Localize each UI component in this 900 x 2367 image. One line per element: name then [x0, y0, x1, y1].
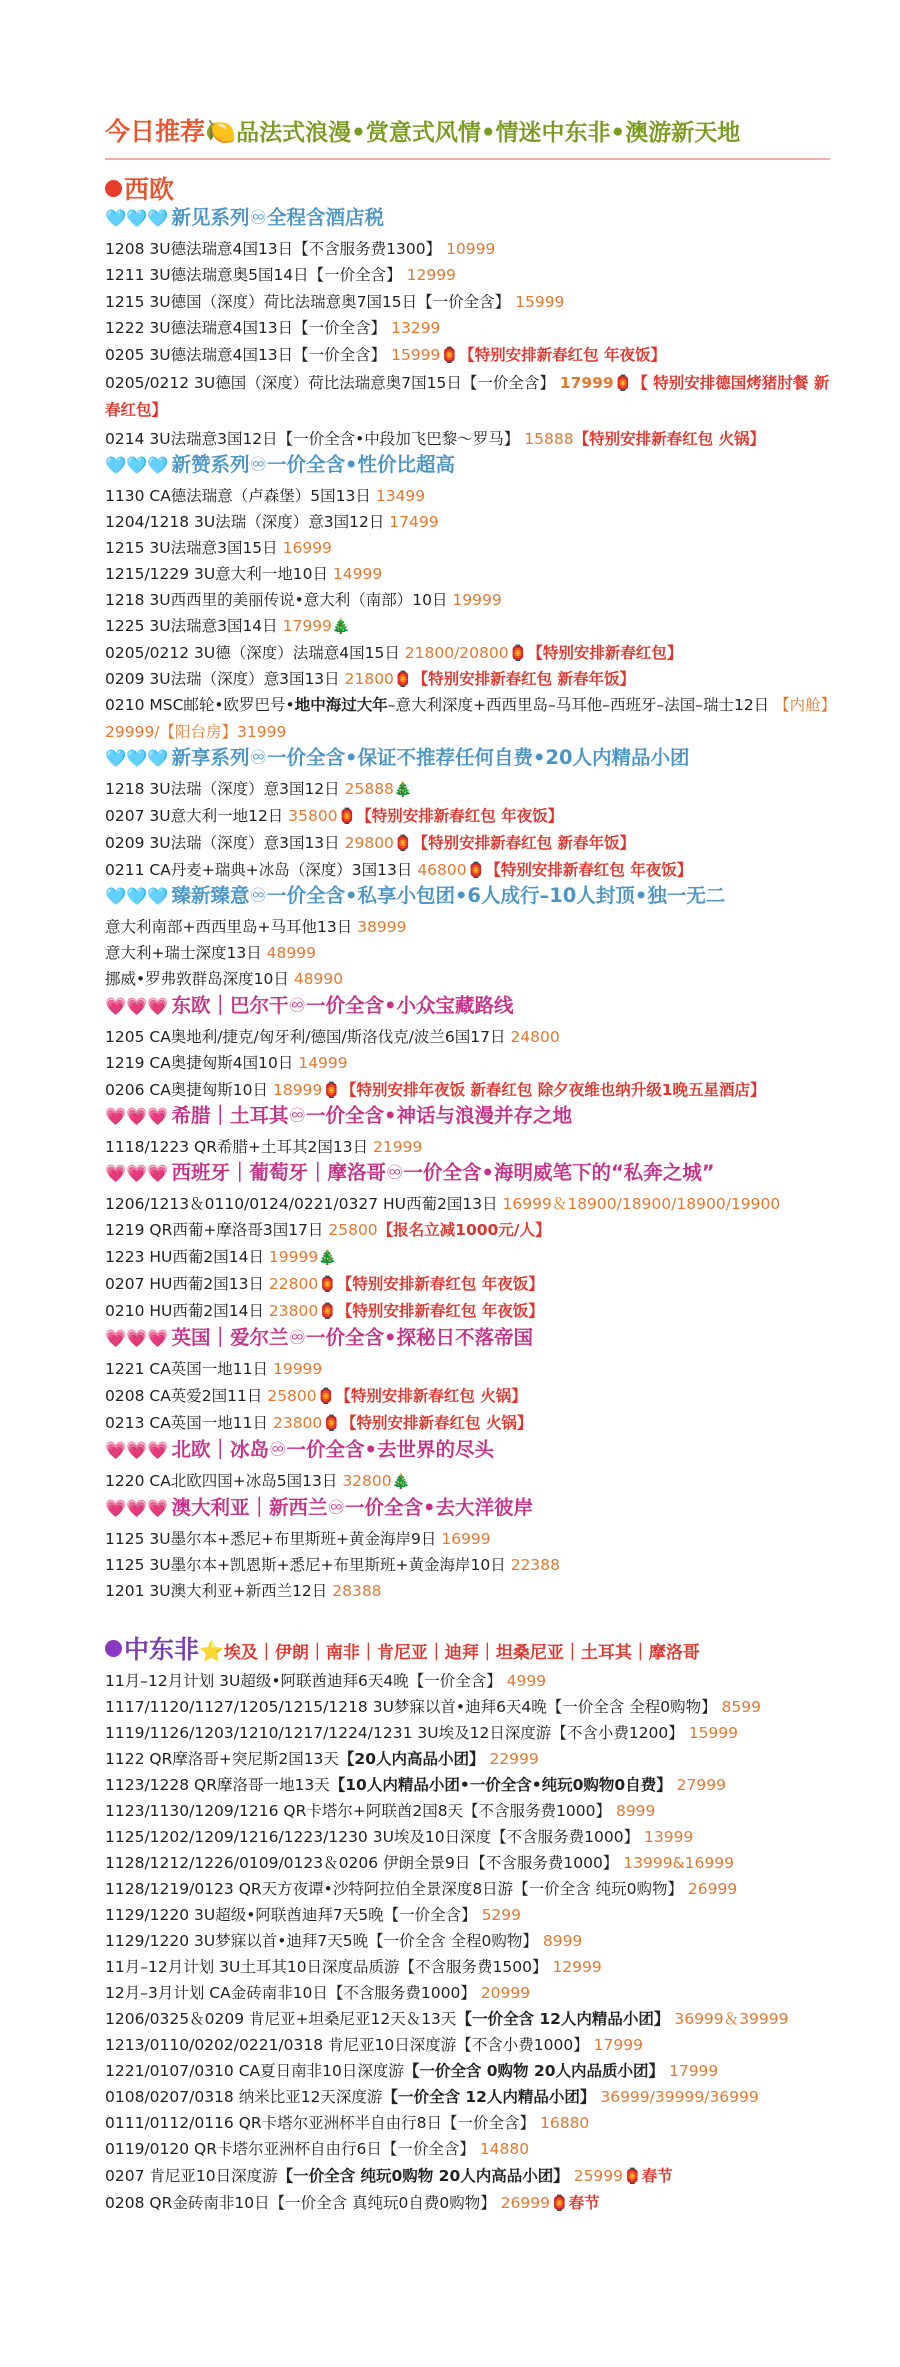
- pink-heart-icon: 💗💗💗: [105, 1499, 169, 1519]
- list-item: 1208 3U德法瑞意4国13日【不含服务费1300】 10999: [105, 240, 496, 258]
- lantern-icon: 🏮: [393, 834, 413, 852]
- pink-heart-icon: 💗💗💗: [105, 1329, 169, 1349]
- header-subtitle: 品法式浪漫•赏意式风情•情迷中东非•澳游新天地: [236, 120, 741, 146]
- list-item: 0210 MSC邮轮•欧罗巴号•地中海过大年–意大利深度+西西里岛–马耳他–西班牙–法国–瑞士12日 【内舱】29999/【阳台房】31999: [105, 696, 829, 741]
- list-item: 0207 HU西葡2国13日 22800🏮【特别安排新春红包 年夜饭】: [105, 1275, 544, 1293]
- list-item: 1128/1219/0123 QR天方夜谭•沙特阿拉伯全景深度8日游【一价全含 纯玩0购物】 26999: [105, 1880, 738, 1898]
- list-item: 0205/0212 3U德国（深度）荷比法瑞意奥7国15日【一价全含】 17999🏮【 特别安排德国烤猪肘餐 新春红包】: [105, 374, 830, 419]
- list-item: 11月–12月计划 3U超级•阿联酋迪拜6天4晚【一价全含】 4999: [105, 1672, 547, 1690]
- list-item: 0108/0207/0318 纳米比亚12天深度游【一价全含 12人内精品小团】 36999/39999/36999: [105, 2088, 759, 2106]
- header-title: 今日推荐: [105, 117, 206, 146]
- list-item: 0205 3U德法瑞意4国13日【一价全含】 15999🏮【特别安排新春红包 年夜饭】: [105, 346, 667, 364]
- lantern-icon: 🏮: [393, 670, 413, 688]
- series-title: 🩵🩵🩵 新见系列♾全程含酒店税: [105, 206, 384, 229]
- list-item: 0210 HU西葡2国14日 23800🏮【特别安排新春红包 年夜饭】: [105, 1302, 544, 1320]
- list-item: 1219 CA奥捷匈斯4国10日 14999: [105, 1054, 348, 1072]
- list-item: 0211 CA丹麦+瑞典+冰岛（深度）3国13日 46800🏮【特别安排新春红包 年夜饭】: [105, 861, 693, 879]
- list-item: 1223 HU西葡2国14日 19999🎄: [105, 1248, 337, 1266]
- lantern-icon: 🏮: [322, 1081, 341, 1099]
- list-item: 1206/1213＆0110/0124/0221/0327 HU西葡2国13日 16999＆18900/18900/18900/19900: [105, 1195, 781, 1213]
- lemon-icon: 🍋: [205, 117, 237, 146]
- list-item: 1125 3U墨尔本+凯恩斯+悉尼+布里斯班+黄金海岸10日 22388: [105, 1556, 561, 1574]
- series-title: 💗💗💗 澳大利亚｜新西兰♾一价全含•去大洋彼岸: [105, 1496, 533, 1519]
- list-item: 0207 肯尼亚10日深度游【一价全含 纯玩0购物 20人内高品小团】 25999🏮春节: [105, 2167, 673, 2185]
- list-item: 1117/1120/1127/1205/1215/1218 3U梦寐以首•迪拜6天4晚【一价全含 全程0购物】 8599: [105, 1698, 761, 1716]
- list-item: 0111/0112/0116 QR卡塔尔亚洲杯半自由行8日【一价全含】 16880: [105, 2114, 590, 2132]
- list-item: 1123/1228 QR摩洛哥一地13天【10人内精品小团•一价全含•纯玩0购物0自费】 27999: [105, 1776, 726, 1794]
- list-item: 1123/1130/1209/1216 QR卡塔尔+阿联酋2国8天【不含服务费1000】 8999: [105, 1802, 656, 1820]
- blue-heart-icon: 🩵🩵🩵: [105, 887, 169, 907]
- list-item: 1218 3U法瑞（深度）意3国12日 25888🎄: [105, 780, 413, 798]
- series-title: 💗💗💗 西班牙｜葡萄牙｜摩洛哥♾一价全含•海明威笔下的“私奔之城”: [105, 1161, 715, 1184]
- page-header: [105, 112, 825, 148]
- header-divider: [105, 158, 830, 160]
- blue-heart-icon: 🩵🩵🩵: [105, 456, 169, 476]
- list-item: 0209 3U法瑞（深度）意3国13日 29800🏮【特别安排新春红包 新春年饭】: [105, 834, 636, 852]
- list-item: 1215 3U法瑞意3国15日 16999: [105, 539, 332, 557]
- list-item: 1221/0107/0310 CA夏日南非10日深度游【一价全含 0购物 20人内品质小团】 17999: [105, 2062, 719, 2080]
- list-item: 1128/1212/1226/0109/0123＆0206 伊朗全景9日【不含服务费1000】 13999&16999: [105, 1854, 734, 1872]
- christmas-tree-icon: 🎄: [318, 1248, 337, 1266]
- lantern-icon: 🏮: [318, 1275, 337, 1293]
- lantern-icon: 🏮: [318, 1302, 337, 1320]
- list-item: 1221 CA英国一地11日 19999: [105, 1360, 323, 1378]
- christmas-tree-icon: 🎄: [391, 1472, 411, 1490]
- list-item: 1215 3U德国（深度）荷比法瑞意奥7国15日【一价全含】 15999: [105, 293, 565, 311]
- list-item: 1122 QR摩洛哥+突尼斯2国13天【20人内高品小团】 22999: [105, 1750, 539, 1768]
- list-item: 1213/0110/0202/0221/0318 肯尼亚10日深度游【不含小费1000】 17999: [105, 2036, 643, 2054]
- list-item: 0209 3U法瑞（深度）意3国13日 21800🏮【特别安排新春红包 新春年饭】: [105, 670, 636, 688]
- red-dot-icon: [105, 180, 122, 197]
- lantern-icon: 🏮: [466, 861, 486, 879]
- series-title: 💗💗💗 希腊｜土耳其♾一价全含•神话与浪漫并存之地: [105, 1104, 572, 1127]
- list-item: 1119/1126/1203/1210/1217/1224/1231 3U埃及12日深度游【不含小费1200】 15999: [105, 1724, 739, 1742]
- list-item: 1129/1220 3U梦寐以首•迪拜7天5晚【一价全含 全程0购物】 8999: [105, 1932, 583, 1950]
- list-item: 挪威•罗弗敦群岛深度10日 48990: [105, 970, 344, 988]
- list-item: 0205/0212 3U德（深度）法瑞意4国15日 21800/20800🏮【特别安排新春红包】: [105, 644, 683, 662]
- section-title-west-europe: 西欧: [105, 170, 174, 206]
- list-item: 1206/0325＆0209 肯尼亚+坦桑尼亚12天＆13天【一价全含 12人内精品小团】 36999＆39999: [105, 2010, 789, 2028]
- series-title: 💗💗💗 东欧｜巴尔干♾一价全含•小众宝藏路线: [105, 994, 514, 1017]
- lantern-icon: 🏮: [508, 644, 528, 662]
- lantern-icon: 🏮: [322, 1414, 341, 1432]
- lantern-icon: 🏮: [623, 2167, 642, 2185]
- pink-heart-icon: 💗💗💗: [105, 1107, 169, 1127]
- series-title: 🩵🩵🩵 臻新臻意♾一价全含•私享小包团•6人成行–10人封顶•独一无二: [105, 884, 726, 907]
- list-item: 1118/1223 QR希腊+土耳其2国13日 21999: [105, 1138, 423, 1156]
- christmas-tree-icon: 🎄: [393, 780, 413, 798]
- list-item: 12月–3月计划 CA金砖南非10日【不含服务费1000】 20999: [105, 1984, 531, 2002]
- list-item: 1222 3U德法瑞意4国13日【一价全含】 13299: [105, 319, 441, 337]
- list-item: 0207 3U意大利一地12日 35800🏮【特别安排新春红包 年夜饭】: [105, 807, 564, 825]
- pink-heart-icon: 💗💗💗: [105, 997, 169, 1017]
- list-item: 1205 CA奥地利/捷克/匈牙利/德国/斯洛伐克/波兰6国17日 24800: [105, 1028, 560, 1046]
- list-item: 1125/1202/1209/1216/1223/1230 3U埃及10日深度【不含服务费1000】 13999: [105, 1828, 694, 1846]
- blue-heart-icon: 🩵🩵🩵: [105, 749, 169, 769]
- purple-dot-icon: [105, 1640, 122, 1657]
- christmas-tree-icon: 🎄: [331, 617, 351, 635]
- list-item: 11月–12月计划 3U土耳其10日深度品质游【不含服务费1500】 12999: [105, 1958, 602, 1976]
- series-title: 💗💗💗 北欧｜冰岛♾一价全含•去世界的尽头: [105, 1438, 494, 1461]
- list-item: 1218 3U西西里的美丽传说•意大利（南部）10日 19999: [105, 591, 502, 609]
- list-item: 1219 QR西葡+摩洛哥3国17日 25800【报名立减1000元/人】: [105, 1221, 551, 1239]
- list-item: 0214 3U法瑞意3国12日【一价全含•中段加飞巴黎～罗马】 15888【特别安排新春红包 火锅】: [105, 430, 765, 448]
- star-icon: ⭐: [199, 1639, 224, 1663]
- list-item: 1220 CA北欧四国+冰岛5国13日 32800🎄: [105, 1472, 411, 1490]
- pink-heart-icon: 💗💗💗: [105, 1164, 169, 1184]
- list-item: 0208 QR金砖南非10日【一价全含 真纯玩0自费0购物】 26999🏮春节: [105, 2194, 600, 2212]
- list-item: 0206 CA奥捷匈斯10日 18999🏮【特别安排年夜饭 新春红包 除夕夜维也纳升级1晚五星酒店】: [105, 1081, 766, 1099]
- series-title: 💗💗💗 英国｜爱尔兰♾一价全含•探秘日不落帝国: [105, 1326, 533, 1349]
- list-item: 0208 CA英爱2国11日 25800🏮【特别安排新春红包 火锅】: [105, 1387, 527, 1405]
- section-title-middle-east-africa: 中东非⭐埃及｜伊朗｜南非｜肯尼亚｜迪拜｜坦桑尼亚｜土耳其｜摩洛哥: [105, 1630, 700, 1666]
- section-countries: 埃及｜伊朗｜南非｜肯尼亚｜迪拜｜坦桑尼亚｜土耳其｜摩洛哥: [223, 1643, 700, 1663]
- blue-heart-icon: 🩵🩵🩵: [105, 209, 169, 229]
- lantern-icon: 🏮: [549, 2194, 569, 2212]
- lantern-icon: 🏮: [440, 346, 460, 364]
- list-item: 1201 3U澳大利亚+新西兰12日 28388: [105, 1582, 382, 1600]
- lantern-icon: 🏮: [337, 807, 357, 825]
- pink-heart-icon: 💗💗💗: [105, 1441, 169, 1461]
- series-title: 🩵🩵🩵 新享系列♾一价全含•保证不推荐任何自费•20人内精品小团: [105, 746, 690, 769]
- list-item: 0213 CA英国一地11日 23800🏮【特别安排新春红包 火锅】: [105, 1414, 533, 1432]
- list-item: 1204/1218 3U法瑞（深度）意3国12日 17499: [105, 513, 439, 531]
- list-item: 1215/1229 3U意大利一地10日 14999: [105, 565, 383, 583]
- lantern-icon: 🏮: [613, 374, 633, 392]
- list-item: 意大利南部+西西里岛+马耳他13日 38999: [105, 918, 407, 936]
- lantern-icon: 🏮: [316, 1387, 336, 1405]
- list-item: 1225 3U法瑞意3国14日 17999🎄: [105, 617, 351, 635]
- list-item: 0119/0120 QR卡塔尔亚洲杯自由行6日【一价全含】 14880: [105, 2140, 530, 2158]
- list-item: 1129/1220 3U超级•阿联酋迪拜7天5晚【一价全含】 5299: [105, 1906, 522, 1924]
- list-item: 1125 3U墨尔本+悉尼+布里斯班+黄金海岸9日 16999: [105, 1530, 491, 1548]
- series-title: 🩵🩵🩵 新赞系列♾一价全含•性价比超高: [105, 453, 455, 476]
- list-item: 意大利+瑞士深度13日 48999: [105, 944, 316, 962]
- list-item: 1211 3U德法瑞意奥5国14日【一价全含】 12999: [105, 266, 456, 284]
- list-item: 1130 CA德法瑞意（卢森堡）5国13日 13499: [105, 487, 426, 505]
